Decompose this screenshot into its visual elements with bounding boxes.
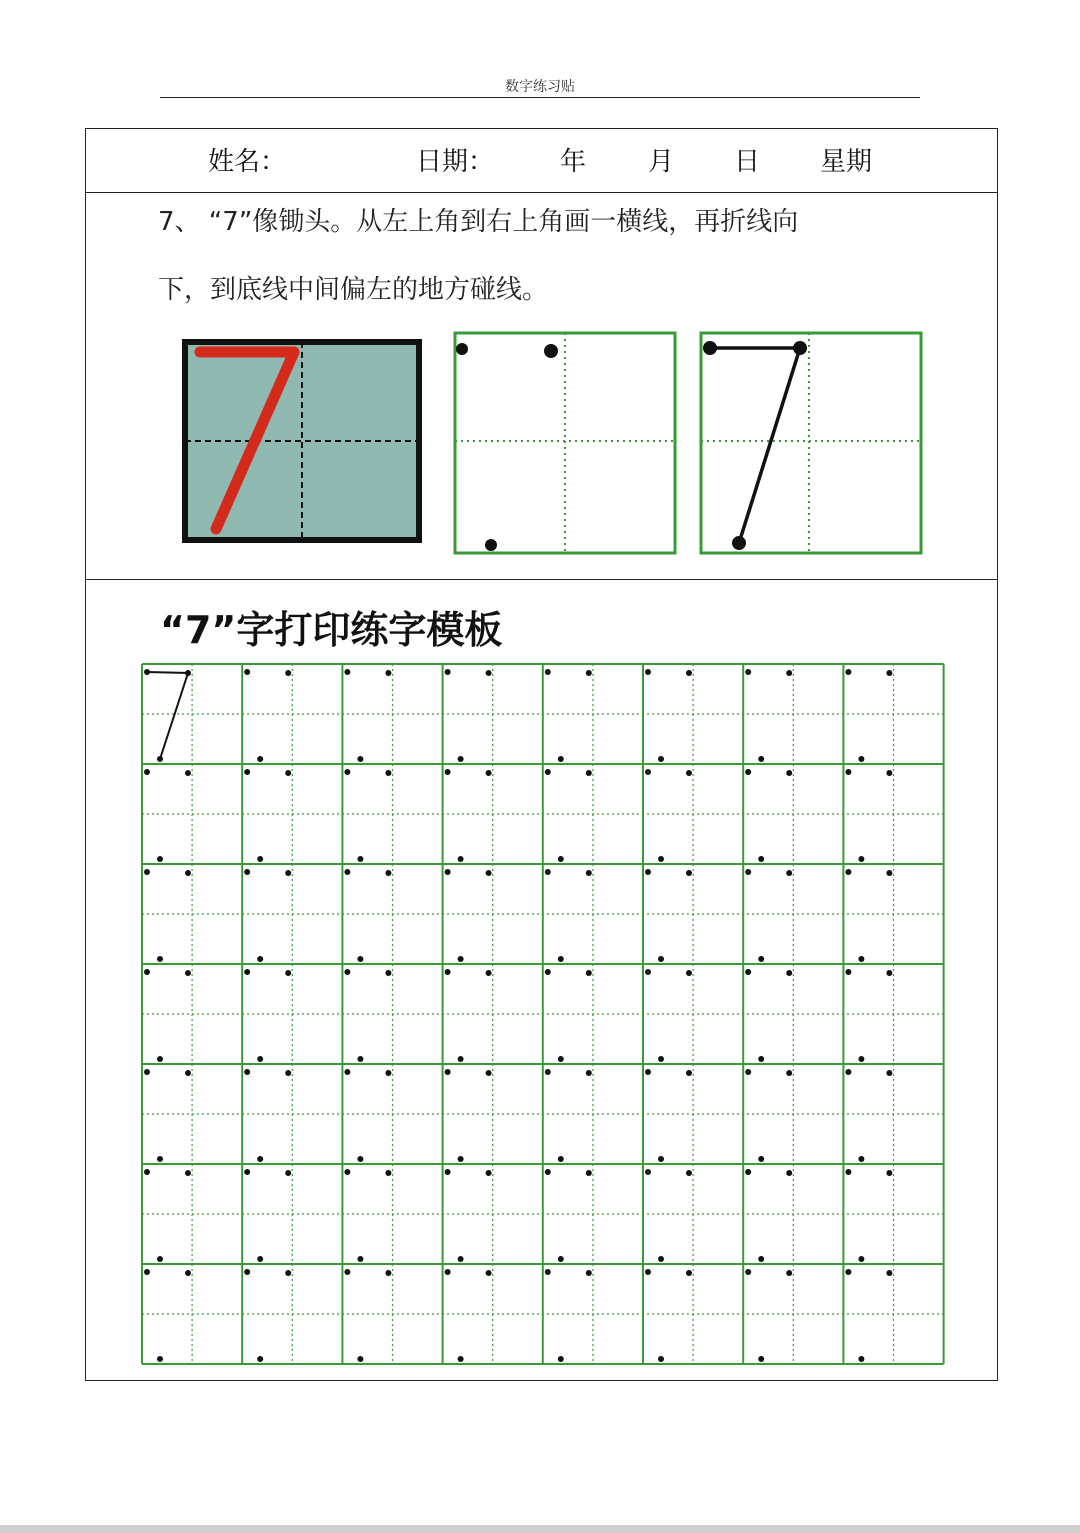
bottom-bar	[0, 1525, 1080, 1533]
guide-dot-top-left	[845, 1069, 851, 1075]
guide-dot-top-right	[586, 670, 592, 676]
guide-dot-top-left	[144, 969, 150, 975]
guide-dot-top-left	[745, 1169, 751, 1175]
demo-3-top-right-dot	[793, 341, 807, 355]
guide-dot-bottom	[658, 1356, 664, 1362]
guide-dot-bottom	[658, 1156, 664, 1162]
guide-dot-top-right	[185, 870, 191, 876]
guide-dot-bottom	[658, 756, 664, 762]
guide-dot-top-left	[244, 669, 250, 675]
guide-dot-top-right	[586, 1170, 592, 1176]
guide-dot-top-right	[886, 670, 892, 676]
demo-2-top-left-dot	[456, 343, 468, 355]
guide-dot-top-right	[686, 870, 692, 876]
guide-dot-bottom	[758, 1156, 764, 1162]
practice-grid	[140, 662, 946, 1366]
guide-dot-top-left	[244, 1069, 250, 1075]
demo-dot-guide	[453, 331, 679, 557]
guide-dot-bottom	[858, 756, 864, 762]
guide-dot-bottom	[257, 856, 263, 862]
guide-dot-top-right	[886, 1170, 892, 1176]
guide-dot-bottom	[257, 1156, 263, 1162]
guide-dot-top-right	[385, 1270, 391, 1276]
guide-dot-bottom	[458, 1356, 464, 1362]
year-label: 年	[560, 147, 587, 177]
guide-dot-top-right	[185, 970, 191, 976]
guide-dot-bottom	[558, 1356, 564, 1362]
guide-dot-top-left	[344, 1169, 350, 1175]
guide-dot-top-left	[344, 1269, 350, 1275]
guide-dot-top-right	[385, 970, 391, 976]
guide-dot-bottom	[558, 1256, 564, 1262]
guide-dot-top-right	[586, 870, 592, 876]
guide-dot-bottom	[858, 1156, 864, 1162]
guide-dot-top-right	[285, 870, 291, 876]
guide-dot-bottom	[157, 856, 163, 862]
guide-dot-bottom	[558, 756, 564, 762]
guide-dot-top-left	[645, 669, 651, 675]
guide-dot-bottom	[558, 856, 564, 862]
instruction-section	[86, 193, 997, 580]
guide-dot-top-right	[686, 1070, 692, 1076]
guide-dot-bottom	[157, 1356, 163, 1362]
guide-dot-bottom	[758, 1256, 764, 1262]
guide-dot-top-left	[545, 969, 551, 975]
guide-dot-top-left	[144, 1269, 150, 1275]
guide-dot-bottom	[658, 956, 664, 962]
guide-dot-top-right	[486, 1170, 492, 1176]
guide-dot-top-left	[745, 969, 751, 975]
guide-dot-top-right	[486, 770, 492, 776]
guide-dot-top-right	[686, 770, 692, 776]
guide-dot-top-left	[445, 669, 451, 675]
guide-dot-bottom	[458, 756, 464, 762]
guide-dot-bottom	[357, 1256, 363, 1262]
demo-3-top-left-dot	[703, 341, 717, 355]
guide-dot-bottom	[458, 956, 464, 962]
guide-dot-top-right	[786, 870, 792, 876]
guide-dot-top-right	[285, 670, 291, 676]
guide-dot-top-left	[445, 1269, 451, 1275]
guide-dot-bottom	[257, 1256, 263, 1262]
guide-dot-top-right	[886, 770, 892, 776]
guide-dot-top-right	[586, 1070, 592, 1076]
guide-dot-top-left	[845, 769, 851, 775]
instruction-line-1: 7、 “7”像锄头。从左上角到右上角画一横线，再折线向	[158, 207, 799, 237]
guide-dot-top-left	[344, 1069, 350, 1075]
guide-dot-bottom	[157, 1256, 163, 1262]
guide-dot-top-left	[144, 1069, 150, 1075]
guide-dot-bottom	[458, 1256, 464, 1262]
demo-connected-seven	[699, 331, 925, 557]
guide-dot-top-right	[385, 870, 391, 876]
guide-dot-top-left	[745, 1069, 751, 1075]
weekday-label: 星期	[820, 147, 873, 177]
month-label: 月	[648, 147, 675, 177]
guide-dot-top-right	[185, 770, 191, 776]
guide-dot-bottom	[157, 756, 163, 762]
guide-dot-bottom	[458, 856, 464, 862]
guide-dot-top-right	[686, 670, 692, 676]
guide-dot-top-right	[185, 1270, 191, 1276]
guide-dot-top-left	[645, 869, 651, 875]
worksheet	[85, 128, 998, 1381]
guide-dot-top-left	[645, 1069, 651, 1075]
guide-dot-bottom	[658, 1256, 664, 1262]
guide-dot-top-right	[786, 1070, 792, 1076]
guide-dot-top-right	[285, 1270, 291, 1276]
demo-2-bottom-dot	[485, 539, 497, 551]
guide-dot-bottom	[758, 956, 764, 962]
guide-dot-bottom	[257, 956, 263, 962]
guide-dot-bottom	[257, 1056, 263, 1062]
guide-dot-bottom	[858, 856, 864, 862]
practice-title: “7”字打印练字模板	[160, 608, 503, 652]
guide-dot-top-right	[285, 1170, 291, 1176]
guide-dot-top-left	[845, 1169, 851, 1175]
guide-dot-top-right	[586, 1270, 592, 1276]
guide-dot-bottom	[858, 1356, 864, 1362]
guide-dot-top-left	[745, 869, 751, 875]
guide-dot-top-left	[645, 1269, 651, 1275]
guide-dot-top-right	[886, 970, 892, 976]
guide-dot-top-left	[545, 1169, 551, 1175]
guide-dot-top-right	[185, 1170, 191, 1176]
guide-dot-top-right	[686, 1170, 692, 1176]
guide-dot-bottom	[357, 956, 363, 962]
guide-dot-top-left	[645, 969, 651, 975]
guide-dot-bottom	[858, 956, 864, 962]
guide-dot-bottom	[758, 856, 764, 862]
guide-dot-bottom	[758, 1056, 764, 1062]
guide-dot-top-right	[586, 970, 592, 976]
guide-dot-top-left	[144, 869, 150, 875]
guide-dot-top-right	[385, 770, 391, 776]
guide-dot-top-left	[445, 969, 451, 975]
instruction-line-2: 下，到底线中间偏左的地方碰线。	[158, 275, 549, 305]
guide-dot-top-left	[545, 869, 551, 875]
guide-dot-top-left	[545, 669, 551, 675]
guide-dot-bottom	[858, 1056, 864, 1062]
guide-dot-top-left	[344, 869, 350, 875]
guide-dot-top-left	[144, 769, 150, 775]
guide-dot-bottom	[357, 1356, 363, 1362]
guide-dot-top-right	[385, 1170, 391, 1176]
guide-dot-top-left	[645, 1169, 651, 1175]
guide-dot-top-right	[486, 1070, 492, 1076]
demo-3-bottom-dot	[732, 536, 746, 550]
guide-dot-bottom	[257, 1356, 263, 1362]
demo-3-frame	[701, 333, 921, 553]
guide-dot-top-left	[845, 869, 851, 875]
guide-dot-top-right	[285, 1070, 291, 1076]
guide-dot-top-left	[545, 769, 551, 775]
guide-dot-top-left	[645, 769, 651, 775]
guide-dot-top-left	[144, 669, 150, 675]
demo-filled-seven	[182, 339, 424, 547]
guide-dot-top-left	[344, 969, 350, 975]
guide-dot-top-left	[545, 1269, 551, 1275]
guide-dot-top-left	[344, 769, 350, 775]
guide-dot-top-left	[445, 869, 451, 875]
day-label: 日	[734, 147, 761, 177]
guide-dot-top-left	[845, 669, 851, 675]
guide-dot-top-right	[486, 670, 492, 676]
guide-dot-top-right	[786, 1170, 792, 1176]
guide-dot-top-right	[486, 970, 492, 976]
guide-dot-top-left	[745, 669, 751, 675]
info-row	[86, 129, 997, 193]
guide-dot-top-right	[686, 1270, 692, 1276]
guide-dot-top-left	[144, 1169, 150, 1175]
guide-dot-bottom	[357, 1156, 363, 1162]
guide-dot-top-right	[786, 770, 792, 776]
guide-dot-top-left	[344, 669, 350, 675]
guide-dot-top-right	[786, 1270, 792, 1276]
guide-dot-top-right	[285, 970, 291, 976]
guide-dot-top-left	[244, 1269, 250, 1275]
guide-dot-bottom	[458, 1156, 464, 1162]
name-label: 姓名：	[208, 147, 287, 177]
guide-dot-bottom	[858, 1256, 864, 1262]
guide-dot-top-right	[285, 770, 291, 776]
guide-dot-top-left	[745, 769, 751, 775]
guide-dot-top-left	[244, 1169, 250, 1175]
guide-dot-bottom	[357, 856, 363, 862]
demo-2-top-right-dot	[544, 344, 558, 358]
header-title: 数字练习贴	[505, 79, 575, 95]
guide-dot-bottom	[558, 956, 564, 962]
guide-dot-top-right	[185, 670, 191, 676]
date-label: 日期：	[416, 147, 495, 177]
guide-dot-top-right	[586, 770, 592, 776]
guide-dot-top-right	[786, 970, 792, 976]
guide-dot-top-right	[886, 1270, 892, 1276]
guide-dot-bottom	[157, 1156, 163, 1162]
guide-dot-top-right	[686, 970, 692, 976]
guide-dot-top-left	[445, 1169, 451, 1175]
guide-dot-bottom	[658, 1056, 664, 1062]
guide-dot-top-right	[786, 670, 792, 676]
guide-dot-top-left	[244, 969, 250, 975]
guide-dot-top-left	[845, 1269, 851, 1275]
guide-dot-bottom	[357, 1056, 363, 1062]
guide-dot-bottom	[758, 756, 764, 762]
guide-dot-top-right	[185, 1070, 191, 1076]
guide-dot-top-right	[486, 1270, 492, 1276]
guide-dot-bottom	[458, 1056, 464, 1062]
guide-dot-bottom	[558, 1156, 564, 1162]
guide-dot-top-right	[385, 1070, 391, 1076]
guide-dot-top-left	[745, 1269, 751, 1275]
guide-dot-top-left	[445, 1069, 451, 1075]
guide-dot-bottom	[257, 756, 263, 762]
guide-dot-bottom	[157, 1056, 163, 1062]
guide-dot-top-left	[845, 969, 851, 975]
header-rule	[160, 97, 920, 98]
guide-dot-top-left	[244, 869, 250, 875]
guide-dot-bottom	[658, 856, 664, 862]
guide-dot-top-left	[445, 769, 451, 775]
guide-dot-top-right	[886, 1070, 892, 1076]
guide-dot-top-right	[385, 670, 391, 676]
guide-dot-top-left	[545, 1069, 551, 1075]
guide-dot-bottom	[758, 1356, 764, 1362]
guide-dot-top-right	[886, 870, 892, 876]
guide-dot-bottom	[558, 1056, 564, 1062]
guide-dot-bottom	[357, 756, 363, 762]
guide-dot-bottom	[157, 956, 163, 962]
guide-dot-top-left	[244, 769, 250, 775]
guide-dot-top-right	[486, 870, 492, 876]
